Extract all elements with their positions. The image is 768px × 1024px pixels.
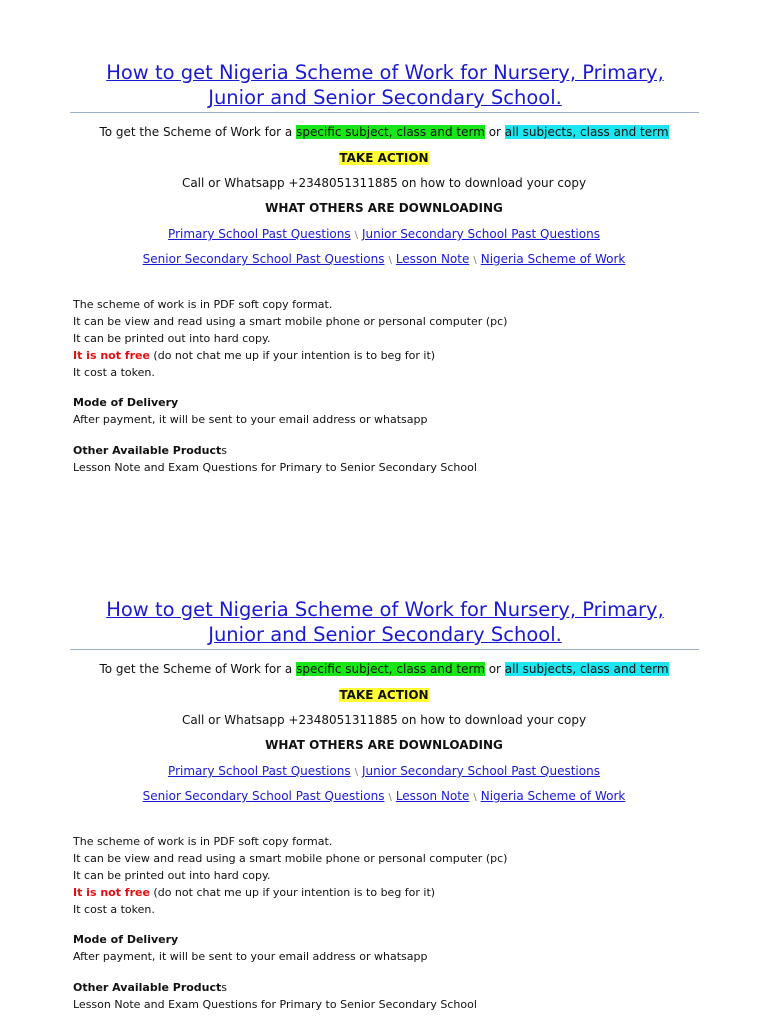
intro-line bbox=[0, 661, 768, 677]
intro-or: or bbox=[484, 125, 505, 139]
links-row-1 bbox=[0, 763, 768, 781]
detail-format: The scheme of work is in PDF soft copy format. bbox=[73, 298, 333, 311]
others-heading: WHAT OTHERS ARE DOWNLOADING bbox=[265, 738, 503, 752]
links-row-2 bbox=[0, 788, 768, 806]
delivery-text: After payment, it will be sent to your email address or whatsapp bbox=[73, 413, 428, 426]
detail-not-free bbox=[73, 884, 713, 901]
link-separator: \ bbox=[388, 792, 392, 803]
title-line-1[interactable]: How to get Nigeria Scheme of Work for Nursery, Primary, bbox=[106, 61, 664, 84]
products-heading-tail: s bbox=[221, 444, 228, 457]
not-free-label: It is not free bbox=[73, 886, 150, 899]
detail-view: It can be view and read using a smart mobile phone or personal computer (pc) bbox=[73, 315, 508, 328]
products-heading bbox=[73, 442, 713, 459]
link-scheme-of-work[interactable]: Nigeria Scheme of Work bbox=[480, 789, 626, 803]
link-primary-past-questions[interactable]: Primary School Past Questions bbox=[168, 764, 351, 778]
detail-not-free bbox=[73, 347, 713, 364]
intro-line bbox=[0, 124, 768, 140]
call-line: Call or Whatsapp +2348051311885 on how to download your copy bbox=[181, 713, 587, 727]
highlight-all: all subjects, class and term bbox=[504, 662, 669, 676]
detail-format: The scheme of work is in PDF soft copy format. bbox=[73, 835, 333, 848]
title-line-1[interactable]: How to get Nigeria Scheme of Work for Nursery, Primary, bbox=[106, 598, 664, 621]
delivery-text: After payment, it will be sent to your email address or whatsapp bbox=[73, 950, 428, 963]
link-lesson-note[interactable]: Lesson Note bbox=[395, 252, 470, 266]
products-heading bbox=[73, 979, 713, 996]
page-title[interactable] bbox=[70, 597, 700, 647]
intro-prefix: To get the Scheme of Work for a bbox=[99, 662, 297, 676]
title-line-2[interactable]: Junior and Senior Secondary School. bbox=[208, 623, 562, 646]
page-title[interactable] bbox=[70, 60, 700, 110]
highlight-specific: specific subject, class and term bbox=[296, 662, 485, 676]
detail-token: It cost a token. bbox=[73, 366, 155, 379]
highlight-all: all subjects, class and term bbox=[504, 125, 669, 139]
products-heading-bold: Other Available Product bbox=[73, 444, 222, 457]
not-free-note: (do not chat me up if your intention is to beg for it) bbox=[149, 349, 436, 362]
others-heading: WHAT OTHERS ARE DOWNLOADING bbox=[265, 201, 503, 215]
links-row-1 bbox=[0, 226, 768, 244]
detail-print: It can be printed out into hard copy. bbox=[73, 869, 271, 882]
links-row-2 bbox=[0, 251, 768, 269]
take-action-label: TAKE ACTION bbox=[339, 151, 429, 165]
products-text: Lesson Note and Exam Questions for Primary to Senior Secondary School bbox=[73, 998, 477, 1011]
link-separator: \ bbox=[354, 767, 359, 778]
link-junior-past-questions[interactable]: Junior Secondary School Past Questions bbox=[362, 764, 600, 778]
highlight-specific: specific subject, class and term bbox=[296, 125, 485, 139]
link-primary-past-questions[interactable]: Primary School Past Questions bbox=[168, 227, 351, 241]
intro-prefix: To get the Scheme of Work for a bbox=[99, 125, 297, 139]
link-separator: \ bbox=[388, 255, 392, 266]
title-divider bbox=[70, 112, 699, 113]
call-line: Call or Whatsapp +2348051311885 on how to download your copy bbox=[181, 176, 587, 190]
detail-token: It cost a token. bbox=[73, 903, 155, 916]
take-action-line bbox=[0, 150, 768, 166]
detail-view: It can be view and read using a smart mobile phone or personal computer (pc) bbox=[73, 852, 508, 865]
details-paragraph bbox=[73, 833, 713, 918]
link-lesson-note[interactable]: Lesson Note bbox=[395, 789, 470, 803]
details-paragraph bbox=[73, 296, 713, 381]
products-heading-tail: s bbox=[221, 981, 228, 994]
products-heading-bold: Other Available Product bbox=[73, 981, 222, 994]
link-senior-past-questions[interactable]: Senior Secondary School Past Questions bbox=[142, 789, 385, 803]
link-separator: \ bbox=[473, 792, 477, 803]
take-action-label: TAKE ACTION bbox=[339, 688, 429, 702]
detail-print: It can be printed out into hard copy. bbox=[73, 332, 271, 345]
title-divider bbox=[70, 649, 699, 650]
title-line-2[interactable]: Junior and Senior Secondary School. bbox=[208, 86, 562, 109]
link-senior-past-questions[interactable]: Senior Secondary School Past Questions bbox=[142, 252, 385, 266]
link-separator: \ bbox=[473, 255, 477, 266]
products-text: Lesson Note and Exam Questions for Primary to Senior Secondary School bbox=[73, 461, 477, 474]
not-free-label: It is not free bbox=[73, 349, 150, 362]
not-free-note: (do not chat me up if your intention is to beg for it) bbox=[149, 886, 436, 899]
link-separator: \ bbox=[354, 230, 359, 241]
take-action-line bbox=[0, 687, 768, 703]
intro-or: or bbox=[484, 662, 505, 676]
link-scheme-of-work[interactable]: Nigeria Scheme of Work bbox=[480, 252, 626, 266]
delivery-heading: Mode of Delivery bbox=[73, 933, 179, 946]
link-junior-past-questions[interactable]: Junior Secondary School Past Questions bbox=[362, 227, 600, 241]
delivery-heading: Mode of Delivery bbox=[73, 396, 179, 409]
